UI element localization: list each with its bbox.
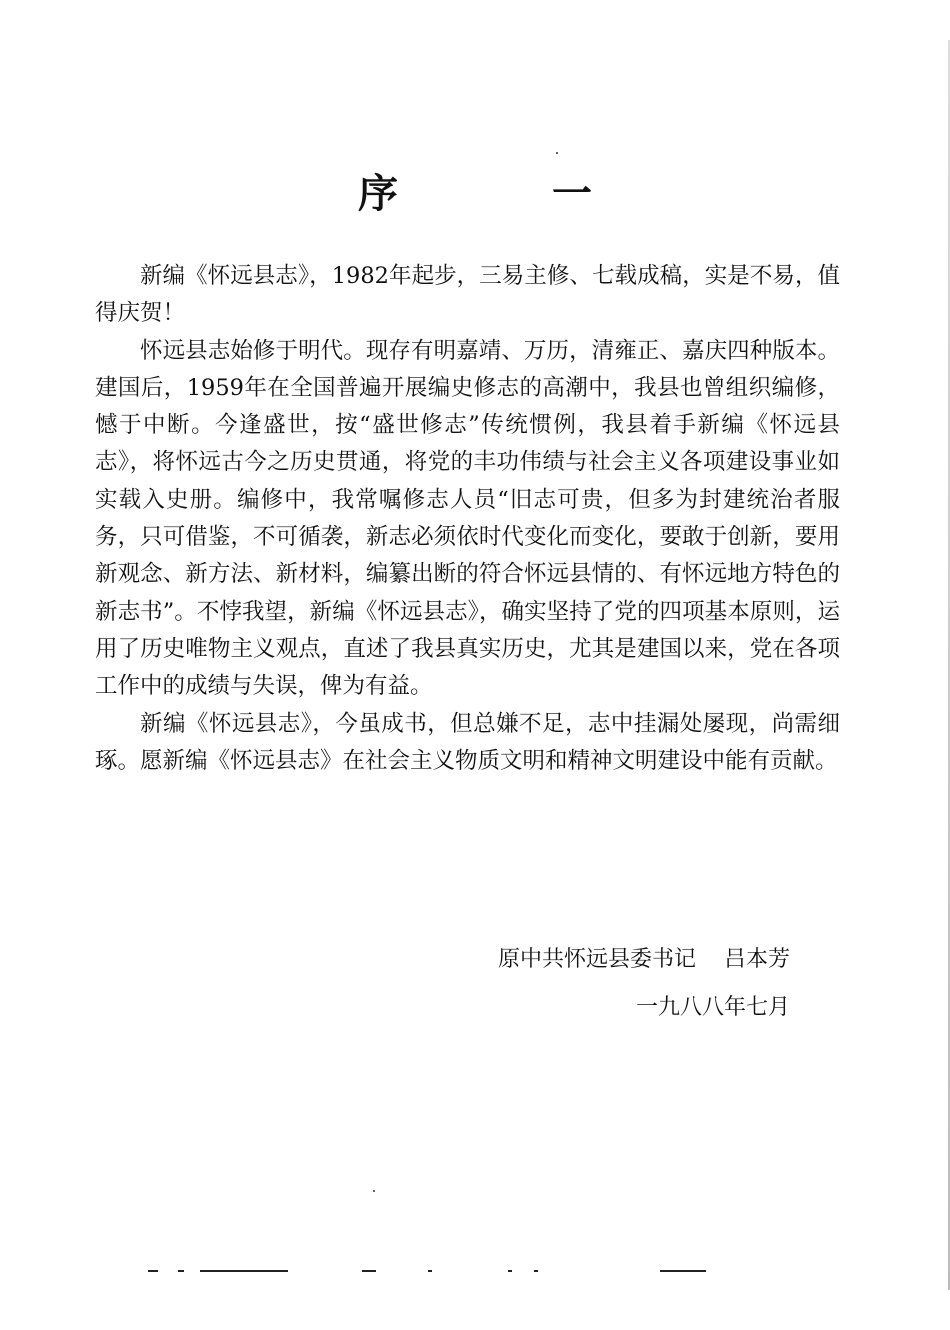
- scan-speck: [556, 152, 558, 154]
- scan-artifact: [200, 1270, 288, 1272]
- scan-artifact: [148, 1270, 158, 1272]
- paragraph-1: 新编《怀远县志》，1982年起步，三易主修、七载成稿，实是不易，值得庆贺！: [95, 263, 840, 327]
- scan-artifact: [362, 1270, 376, 1272]
- scan-speck: [373, 1190, 375, 1192]
- signatory-name: 吕本芳: [723, 947, 790, 972]
- scan-artifact: [178, 1270, 184, 1272]
- signature-date: 一九八八年七月: [635, 995, 790, 1020]
- preface-body: [95, 258, 840, 780]
- scan-artifact: [508, 1270, 512, 1272]
- signatory-title: 原中共怀远县委书记: [497, 947, 696, 972]
- signature-line: [460, 938, 790, 982]
- paragraph-3: 新编《怀远县志》，今虽成书，但总嫌不足，志中挂漏处屡现，尚需细琢。愿新编《怀远县志》在社会主义物质文明和精神文明建设中能有贡献。: [95, 710, 840, 774]
- scan-artifact: [428, 1270, 432, 1272]
- paragraph-2: 怀远县志始修于明代。现存有明嘉靖、万历，清雍正、嘉庆四种版本。建国后，1959年在全国普遍开展编史修志的高潮中，我县也曾组织编修，憾于中断。今逢盛世，按“盛世修志”传统惯例，我县着手新编《怀远县志》，将怀远古今之历史贯通，将党的丰功伟绩与社会主义各项建设事业如实载入史册。编修中，我常嘱修志人员“旧志可贵，但多为封建统治者服务，只可借鉴，不可循袭，新志必须依时代变化而变化，要敢于创新，要用新观念、新方法、新材料，编纂出断的符合怀远县情的、有怀远地方特色的新志书”。不悖我望，新编《怀远县志》，确实坚持了党的四项基本原则，运用了历史唯物主义观点，直述了我县真实历史，尤其是建国以来，党在各项工作中的成绩与失误，俾为有益。: [95, 337, 840, 700]
- scan-artifact: [660, 1270, 706, 1272]
- page-title: 序 一: [358, 170, 662, 217]
- scan-artifact: [534, 1270, 538, 1272]
- signature-block: [460, 938, 790, 1030]
